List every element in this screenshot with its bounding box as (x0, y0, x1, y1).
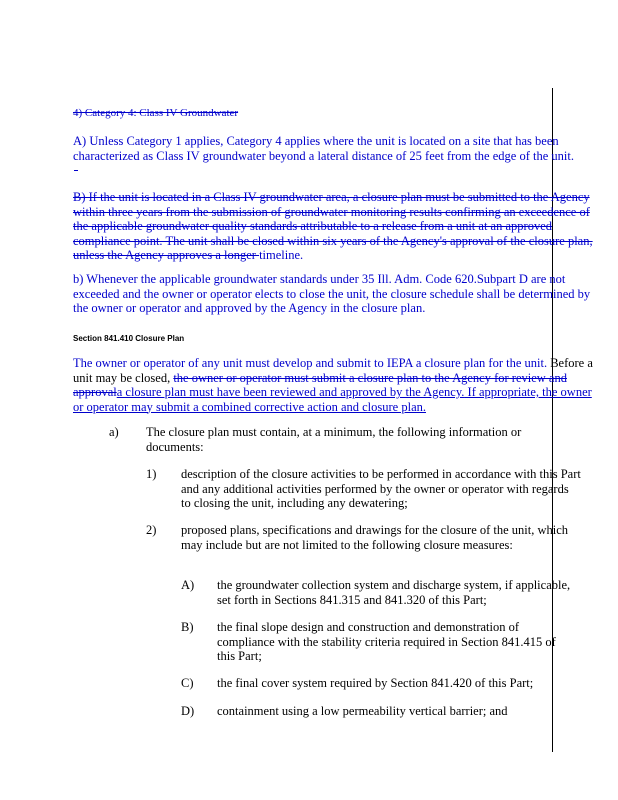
category-4-heading: 4) Category 4: Class IV Groundwater (73, 107, 239, 119)
list-text: the groundwater collection system and discharge system, if applicable, set forth in Sections 841.315 and 841.320 of this Part; (217, 578, 571, 607)
list-label: B) (181, 620, 194, 634)
list-text: the final cover system required by Section 841.420 of this Part; (217, 676, 534, 690)
intro-deleted: the owner or operator must submit a closure plan to the Agency for review and approval (73, 370, 567, 399)
section-intro (73, 356, 603, 414)
list-text: the final slope design and construction and demonstration of compliance with the stability criteria required in Section 841.415 of this Part; (217, 620, 556, 663)
list-label: 2) (146, 523, 157, 537)
section-heading: Section 841.410 Closure Plan (73, 334, 185, 343)
paragraph-b: b) Whenever the applicable groundwater standards under 35 Ill. Adm. Code 620.Subpart D are not exceeded and the owner or operator elects to close the unit, the closure schedule shall be determined by the owner or operator and approved by the Agency in the closure plan. (73, 272, 591, 315)
inserted-dash-mark (74, 170, 78, 171)
list-text: description of the closure activities to be performed in accordance with this Part and any additional activities performed by the owner or operator with regards to closing the unit, including any dewatering; (181, 467, 581, 510)
paragraph-A: A) Unless Category 1 applies, Category 4 applies where the unit is located on a site that has been characterized as Class IV groundwater beyond a lateral distance of 25 feet from the edge of the unit. (73, 134, 574, 163)
list-label: 1) (146, 467, 157, 481)
paragraph-B-deleted-text: B) If the unit is located in a Class IV groundwater area, a closure plan must be submitted to the Agency within three years from the submission of groundwater monitoring results confirming an exceedence of the applicable groundwater quality standards attributable to a release from a unit at an approved compliance point. The unit shall be closed within six years of the Agency's approval of the closure plan, unless the Agency approves a longer (73, 190, 593, 262)
paragraph-B (73, 190, 603, 263)
list-label: a) (109, 425, 119, 439)
intro-inserted: The owner or operator of any unit must develop and submit to IEPA a closure plan for the unit. (73, 356, 551, 370)
intro-before: Before a unit may be closed, (73, 356, 593, 385)
list-text: The closure plan must contain, at a minimum, the following information or documents: (146, 425, 522, 454)
list-label: C) (181, 676, 194, 690)
intro-inserted-2: If appropriate, the owner or operator may submit a combined corrective action and closure plan. (73, 385, 592, 414)
list-text: containment using a low permeability vertical barrier; and (217, 704, 508, 718)
list-text: proposed plans, specifications and drawings for the closure of the unit, which may include but are not limited to the following closure measures: (181, 523, 569, 552)
paragraph-B-tail: timeline. (259, 248, 304, 262)
list-label: A) (181, 578, 195, 592)
intro-inserted-1: a closure plan must have been reviewed and approved by the Agency. (116, 385, 465, 399)
list-label: D) (181, 704, 195, 718)
